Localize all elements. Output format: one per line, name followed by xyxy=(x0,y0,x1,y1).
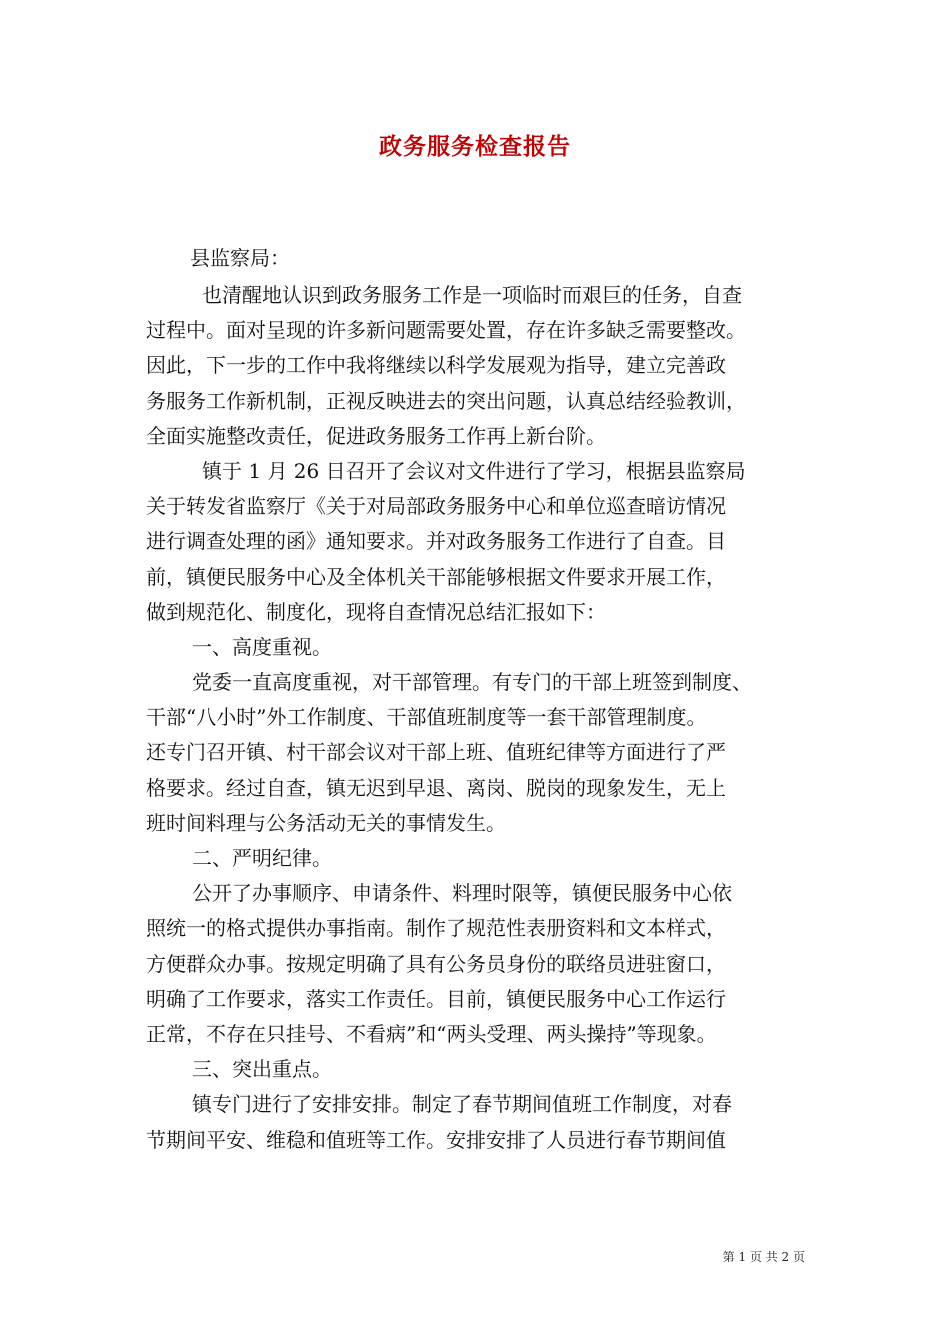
body-line: 镇于 1 月 26 日召开了会议对文件进行了学习，根据县监察局 xyxy=(202,458,746,483)
body-line: 也清醒地认识到政务服务工作是一项临时而艰巨的任务，自查 xyxy=(202,283,742,307)
body-line: 过程中。面对呈现的许多新问题需要处置，存在许多缺乏需要整改。 xyxy=(146,318,746,343)
body-line: 公开了办事顺序、申请条件、料理时限等，镇便民服务中心依 xyxy=(192,881,732,906)
body-line: 关于转发省监察厅《关于对局部政务服务中心和单位巡查暗访情况 xyxy=(146,494,726,519)
page-number: 第 1 页 共 2 页 xyxy=(722,1250,805,1264)
section-heading: 一、高度重视。 xyxy=(192,634,332,659)
body-line: 务服务工作新机制，正视反映进去的突出问题，认真总结经验教训， xyxy=(146,388,746,413)
body-line: 正常，不存在只挂号、不看病”和“两头受理、两头操持”等现象。 xyxy=(146,1021,717,1046)
body-line: 明确了工作要求，落实工作责任。目前，镇便民服务中心工作运行 xyxy=(146,986,726,1011)
section-heading: 二、严明纪律。 xyxy=(192,846,332,870)
document-body xyxy=(146,278,826,1158)
body-line: 镇专门进行了安排安排。制定了春节期间值班工作制度，对春 xyxy=(192,1092,732,1117)
body-line: 班时间料理与公务活动无关的事情发生。 xyxy=(146,810,506,835)
body-line: 进行调查处理的函》通知要求。并对政务服务工作进行了自查。目 xyxy=(146,529,726,554)
body-line: 照统一的格式提供办事指南。制作了规范性表册资料和文本样式， xyxy=(146,916,726,941)
body-line: 党委一直高度重视，对干部管理。有专门的干部上班签到制度、 xyxy=(192,670,752,695)
body-line: 方便群众办事。按规定明确了具有公务员身份的联络员进驻窗口， xyxy=(146,951,726,976)
body-line: 干部“八小时”外工作制度、干部值班制度等一套干部管理制度。 xyxy=(146,705,707,730)
document-title: 政务服务检查报告 xyxy=(379,133,571,160)
body-line: 因此，下一步的工作中我将继续以科学发展观为指导，建立完善政 xyxy=(146,353,726,378)
body-line: 格要求。经过自查，镇无迟到早退、离岗、脱岗的现象发生，无上 xyxy=(146,775,726,800)
body-line: 做到规范化、制度化，现将自查情况总结汇报如下： xyxy=(146,599,606,624)
body-line: 节期间平安、维稳和值班等工作。安排安排了人员进行春节期间值 xyxy=(146,1127,726,1152)
salutation: 县监察局： xyxy=(190,246,290,270)
body-line: 前，镇便民服务中心及全体机关干部能够根据文件要求开展工作， xyxy=(146,564,726,589)
section-heading: 三、突出重点。 xyxy=(192,1057,332,1082)
body-line: 全面实施整改责任，促进政务服务工作再上新台阶。 xyxy=(146,423,606,448)
body-line: 还专门召开镇、村干部会议对干部上班、值班纪律等方面进行了严 xyxy=(146,740,726,765)
